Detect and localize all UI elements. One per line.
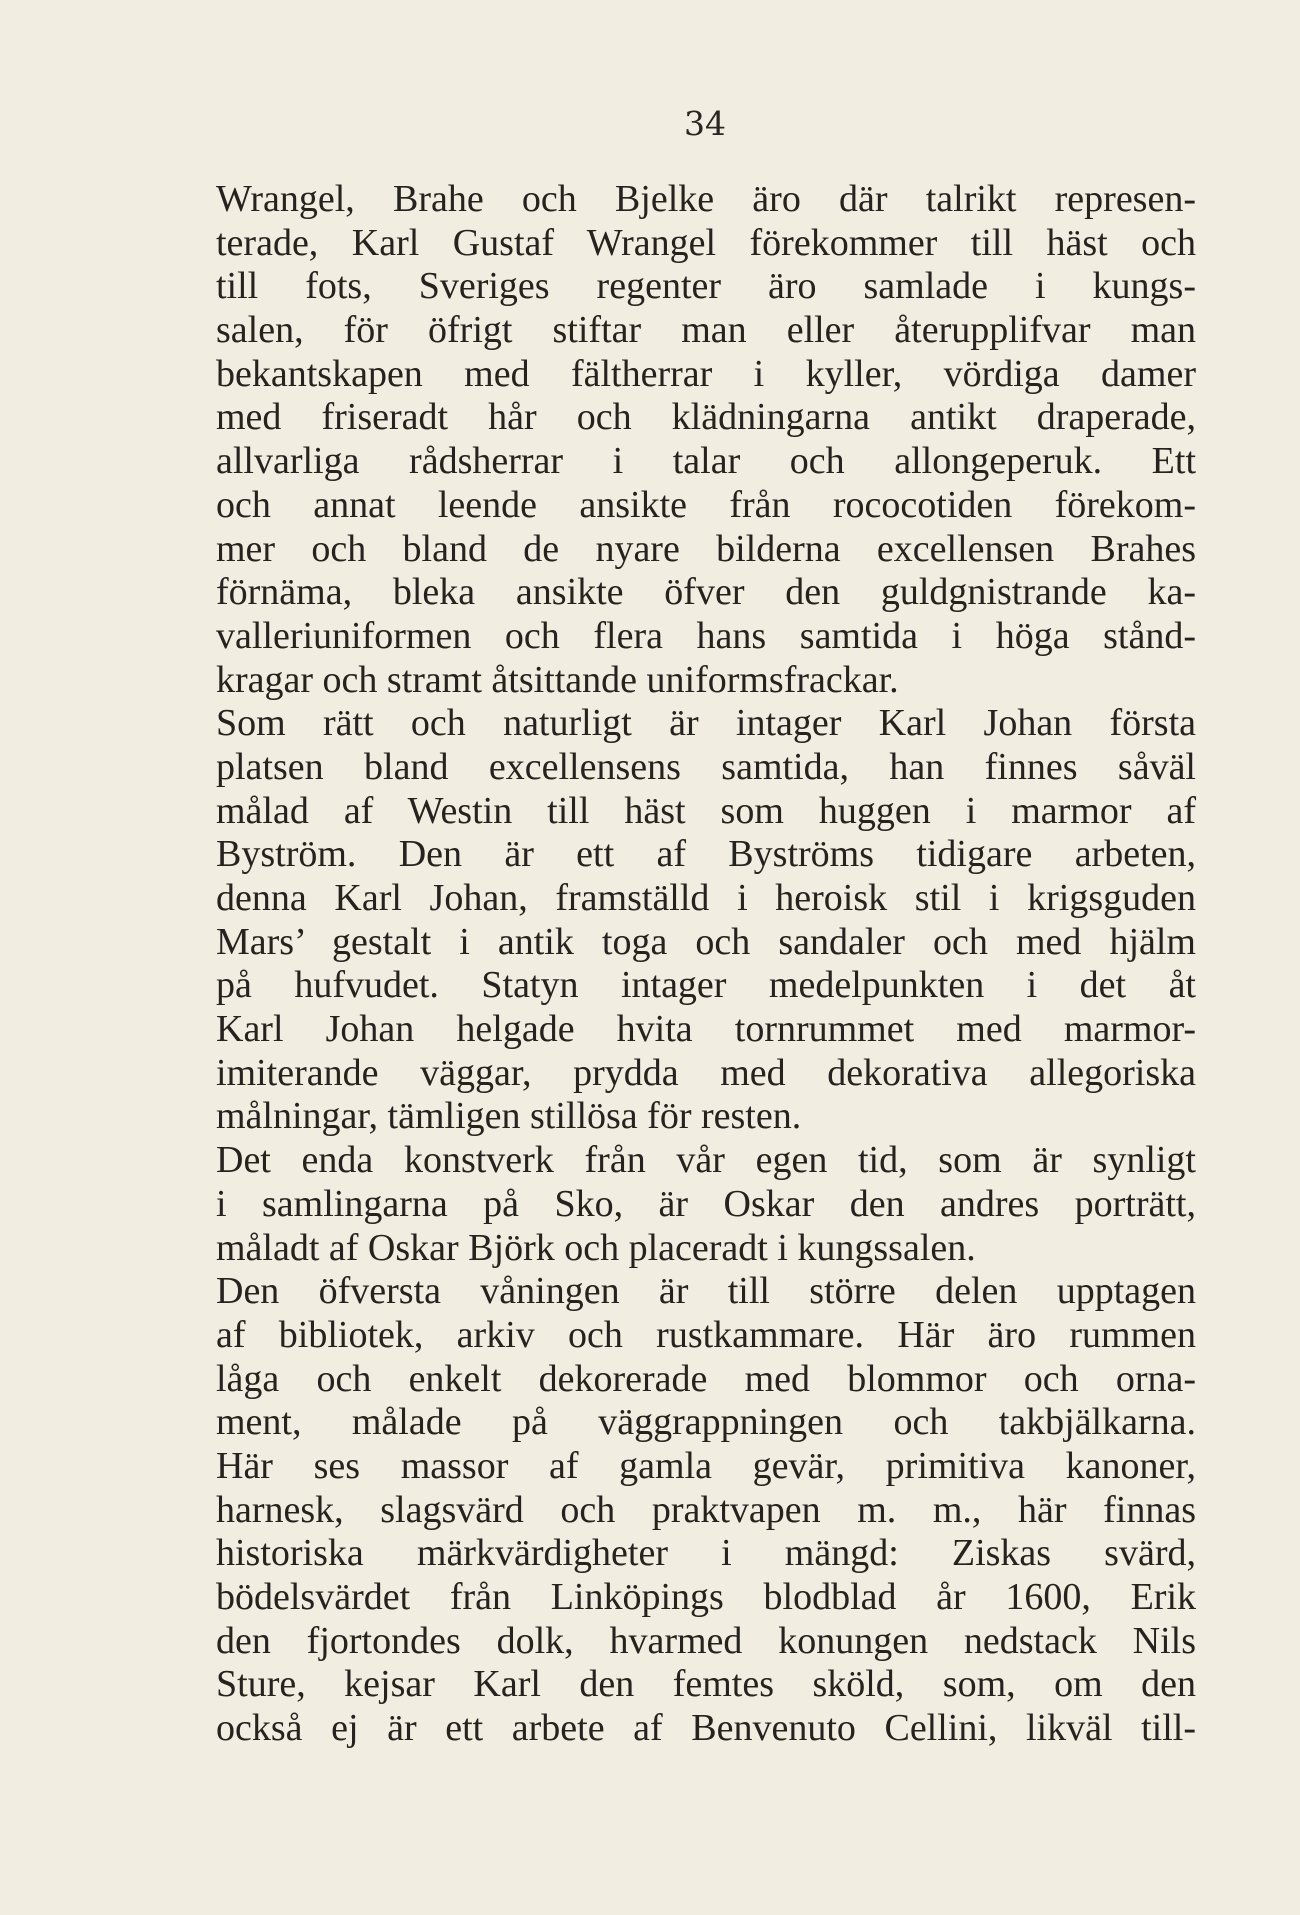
text-line: låga och enkelt dekorerade med blommor och orna- (216, 1357, 1196, 1400)
text-line: måladt af Oskar Björk och placeradt i kungssalen. (216, 1226, 976, 1269)
page-number: 34 (684, 104, 726, 143)
text-line: Den öfversta våningen är till större delen upptagen (216, 1270, 1196, 1313)
text-line: denna Karl Johan, framställd i heroisk stil i krigsguden (216, 877, 1196, 919)
text-line: Karl Johan helgade hvita tornrummet med marmor- (216, 1008, 1196, 1051)
text-line: och annat leende ansikte från rococotiden förekom- (216, 483, 1196, 526)
text-line: Wrangel, Brahe och Bjelke äro där talrikt represen- (216, 178, 1196, 220)
text-line: Det enda konstverk från vår egen tid, som är synligt (216, 1139, 1196, 1182)
text-line: Här ses massor af gamla gevär, primitiva kanoner, (216, 1444, 1196, 1487)
text-line: Mars’ gestalt i antik toga och sandaler och med hjälm (216, 920, 1196, 963)
text-line: harnesk, slagsvärd och praktvapen m. m., här finnas (216, 1488, 1196, 1531)
text-line: mer och bland de nyare bilderna excellensen Brahes (216, 527, 1196, 570)
text-line: bekantskapen med fältherrar i kyller, vördiga damer (216, 352, 1196, 395)
text-line: allvarliga rådsherrar i talar och allongeperuk. Ett (216, 440, 1196, 483)
text-line: kragar och stramt åtsittande uniformsfrackar. (216, 658, 899, 701)
text-line: Som rätt och naturligt är intager Karl Johan första (216, 702, 1196, 745)
body-text (216, 178, 1196, 1751)
text-line: bödelsvärdet från Linköpings blodblad år 1600, Erik (216, 1576, 1196, 1618)
text-line: målningar, tämligen stillösa för resten. (216, 1095, 802, 1138)
text-line: med friseradt hår och klädningarna antikt draperade, (216, 396, 1196, 439)
text-line: terade, Karl Gustaf Wrangel förekommer till häst och (216, 221, 1196, 264)
text-line: imiterande väggar, prydda med dekorativa allegoriska (216, 1051, 1196, 1094)
text-line: till fots, Sveriges regenter äro samlade i kungs- (216, 265, 1196, 308)
text-line: i samlingarna på Sko, är Oskar den andres porträtt, (216, 1182, 1196, 1225)
text-line: historiska märkvärdigheter i mängd: Ziskas svärd, (216, 1532, 1196, 1575)
text-line: salen, för öfrigt stiftar man eller återupplifvar man (216, 309, 1196, 352)
text-line: målad af Westin till häst som huggen i marmor af (216, 789, 1196, 832)
text-line: den fjortondes dolk, hvarmed konungen nedstack Nils (216, 1619, 1196, 1662)
text-line: också ej är ett arbete af Benvenuto Cellini, likväl till- (216, 1707, 1196, 1750)
text-line: platsen bland excellensens samtida, han finnes såväl (216, 745, 1196, 788)
text-line: af bibliotek, arkiv och rustkammare. Här äro rummen (216, 1313, 1196, 1356)
text-line: ment, målade på väggrappningen och takbjälkarna. (216, 1401, 1196, 1444)
text-line: på hufvudet. Statyn intager medelpunkten i det åt (216, 964, 1196, 1007)
text-line: Byström. Den är ett af Byströms tidigare arbeten, (216, 833, 1196, 876)
text-line: förnäma, bleka ansikte öfver den guldgnistrande ka- (216, 571, 1196, 614)
text-line: valleriuniformen och flera hans samtida i höga stånd- (216, 614, 1196, 657)
text-line: Sture, kejsar Karl den femtes sköld, som, om den (216, 1663, 1196, 1706)
